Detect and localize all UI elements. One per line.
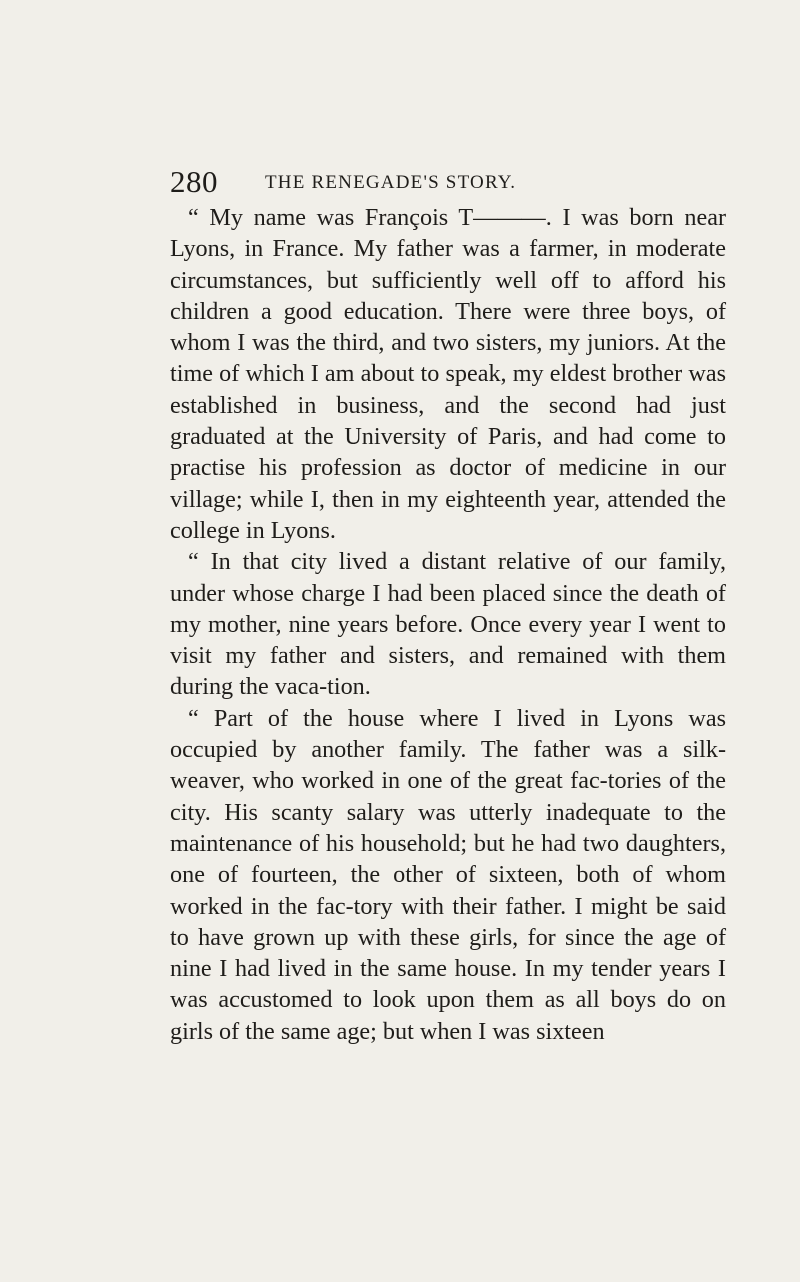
- running-head: THE RENEGADE'S STORY.: [265, 172, 517, 193]
- body-text: [170, 202, 726, 1047]
- paragraph-1: “ My name was François T———. I was born near Lyons, in France. My father was a farmer, in moderate circumstances, but sufficiently well off to afford his children a good education. There were three boys, of whom I was the third, and two sisters, my juniors. At the time of which I am about to speak, my eldest brother was established in business, and the second had just graduated at the University of Paris, and had come to practise his profession as doctor of medicine in our village; while I, then in my eighteenth year, attended the college in Lyons.: [170, 204, 726, 544]
- paragraph-3: “ Part of the house where I lived in Lyons was occupied by another family. The father was a silk-weaver, who worked in one of the great fac-tories of the city. His scanty salary was utterly inadequate to the maintenance of his household; but he had two daughters, one of fourteen, the other of sixteen, both of whom worked in the fac-tory with their father. I might be said to have grown up with these girls, for since the age of nine I had lived in the same house. In my tender years I was accustomed to look upon them as all boys do on girls of the same age; but when I was sixteen: [170, 704, 726, 1045]
- page-header: [170, 164, 730, 200]
- paragraph-2: “ In that city lived a distant relative of our family, under whose charge I had been placed since the death of my mother, nine years before. Once every year I went to visit my father and sisters, and remained with them during the vaca-tion.: [170, 548, 726, 701]
- page-number: 280: [170, 164, 218, 199]
